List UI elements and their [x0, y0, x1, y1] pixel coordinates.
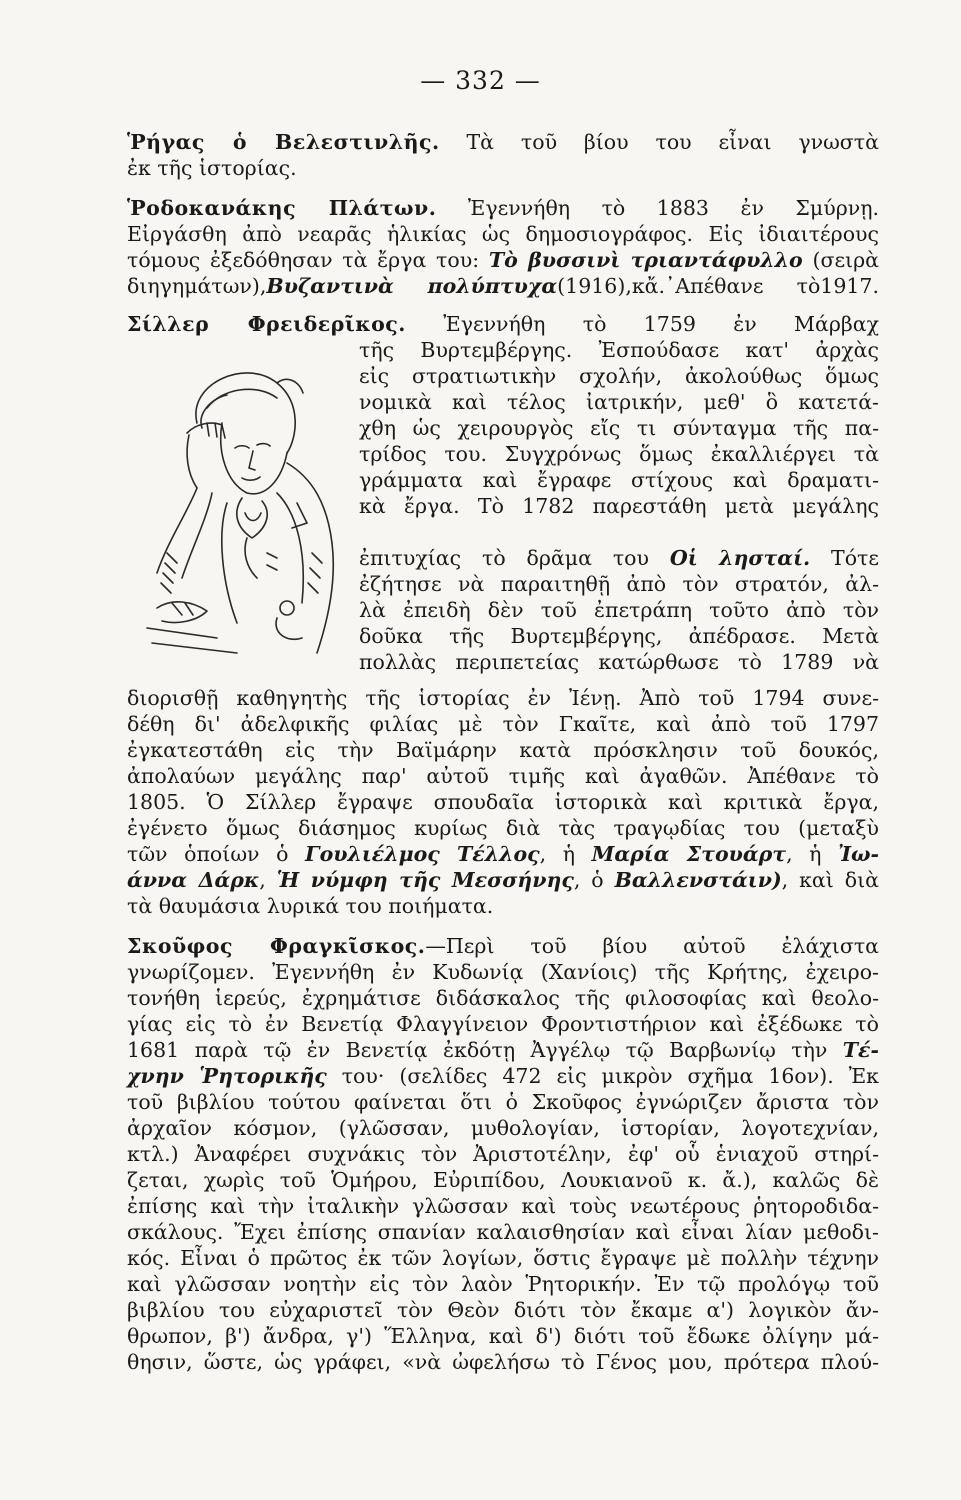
- text-line: γνωρίζομεν. Ἐγεννήθη ἐν Κυδωνίᾳ (Χανίοις) τῆς Κρήτης, ἐχειρο-: [127, 960, 879, 984]
- text-line: κτλ.) Ἀναφέρει συχνάκις τὸν Ἀριστοτέλην, ἐφ' οὗ ἑνιαχοῦ στηρί-: [127, 1142, 879, 1166]
- work-title: Βυζαντινὰ πολύπτυχα: [266, 274, 558, 298]
- text-line: Σκοῦφος Φραγκῖσκος.—Περὶ τοῦ βίου αὐτοῦ ἐλάχιστα: [127, 934, 880, 958]
- text-line: κὰ ἔργα. Τὸ 1782 παρεστάθη μετὰ μεγάλης: [359, 494, 879, 518]
- text-line: τοῦ βιβλίου τούτου φαίνεται ὅτι ὁ Σκοῦφος ἐγνώριζεν ἄριστα τὸν: [127, 1090, 879, 1114]
- text-line: διηγημάτων),Βυζαντινὰ πολύπτυχα(1916),κἄ.᾿Απέθανε τὸ1917.: [127, 274, 879, 298]
- text-line: νομικὰ καὶ τέλος ἰατρικήν, μεθ' ὃ κατετά-: [359, 390, 879, 414]
- text-line: ζεται, χωρὶς τοῦ Ὁμήρου, Εὐριπίδου, Λουκιανοῦ κ. ἄ.), καλῶς δὲ: [127, 1168, 879, 1192]
- text-line: θησιν, ὥστε, ὡς γράφει, «νὰ ὠφελήσω τὸ Γένος μου, πρότερα πλού-: [127, 1350, 879, 1374]
- text-line: ἐπίσης καὶ τὴν ἰταλικὴν γλῶσσαν καὶ τοὺς νεωτέρους ῥητοροδιδα-: [127, 1194, 879, 1218]
- text-line: γράμματα καὶ ἔγραφε στίχους καὶ δραματι-: [359, 468, 879, 492]
- text-line: ἐζήτησε νὰ παραιτηθῇ ἀπὸ τὸν στρατόν, ἀλ-: [359, 572, 879, 596]
- work-title: Τέ-: [842, 1038, 879, 1062]
- schiller-portrait-illustration: [127, 353, 352, 673]
- page-number: — 332 —: [420, 66, 541, 95]
- work-title: χνην Ῥητορικῆς: [127, 1064, 327, 1088]
- entry-name: Σκοῦφος Φραγκῖσκος.: [127, 934, 426, 958]
- text-line: 1805. Ὁ Σίλλερ ἔγραψε σπουδαῖα ἱστορικὰ καὶ κριτικὰ ἔργα,: [127, 790, 879, 814]
- text-line: θρωπον, β') ἄνδρα, γ') Ἕλληνα, καὶ δ') διότι τοῦ ἔδωκε ὀλίγην μά-: [127, 1324, 879, 1348]
- text-line: Εἰργάσθη ἀπὸ νεαρᾶς ἡλικίας ὡς δημοσιογράφος. Εἰς ἰδιαιτέρους: [127, 222, 879, 246]
- text-line: δέθη δι' ἀδελφικῆς φιλίας μὲ τὸν Γκαῖτε, καὶ ἀπὸ τοῦ 1797: [127, 712, 879, 736]
- entry-name: Σίλλερ Φρειδερῖκος.: [127, 312, 406, 336]
- text-line: ἐγένετο ὅμως διάσημος κυρίως διὰ τὰς τραγῳδίας του (μεταξὺ: [127, 816, 879, 840]
- work-title: Τὸ βυσσινὶ τριαντάφυλλο: [488, 248, 803, 272]
- text-line: χθη ὡς χειρουργὸς εἴς τι σύνταγμα τῆς πα-: [359, 416, 879, 440]
- text-line: άννα Δάρκ, Ἡ νύμφη τῆς Μεσσήνης, ὁ Βαλλενστάιν), καὶ διὰ: [127, 868, 879, 892]
- text-line: τῆς Βυρτεμβέργης. Ἐσπούδασε κατ' ἀρχὰς: [359, 338, 879, 362]
- text-line: τὰ θαυμάσια λυρικά του ποιήματα.: [127, 894, 494, 918]
- text-line: ἀπολαύων μεγάλης παρ' αὐτοῦ τιμῆς καὶ ἀγαθῶν. Ἀπέθανε τὸ: [127, 764, 879, 788]
- work-title: Οἱ λησταί.: [669, 546, 811, 570]
- text-line: χνην Ῥητορικῆς του· (σελίδες 472 εἰς μικρὸν σχῆμα 16ον). Ἐκ: [127, 1064, 879, 1088]
- text-line: τόμους ἐξεδόθησαν τὰ ἔργα του: Τὸ βυσσινὶ τριαντάφυλλο (σειρὰ: [127, 248, 879, 272]
- text-line: ἐγκατεστάθη εἰς τὴν Βαϊμάρην κατὰ πρόσκλησιν τοῦ δουκός,: [127, 738, 879, 762]
- text-line: 1681 παρὰ τῷ ἐν Βενετίᾳ ἐκδότῃ Ἀγγέλῳ τῷ Βαρβωνίῳ τὴν Τέ-: [127, 1038, 879, 1062]
- text-line: διορισθῇ καθηγητὴς τῆς ἱστορίας ἐν Ἰένῃ. Ἀπὸ τοῦ 1794 συνε-: [127, 686, 879, 710]
- text-line: ἐκ τῆς ἱστορίας.: [127, 156, 297, 180]
- text-line: λὰ ἐπειδὴ δὲν τοῦ ἐπετράπη τοῦτο ἀπὸ τὸν: [359, 598, 879, 622]
- entry-name: Ῥοδοκανάκης Πλάτων.: [127, 196, 437, 220]
- text-line: πολλὰς περιπετείας κατώρθωσε τὸ 1789 νὰ: [359, 650, 879, 674]
- text-line: σκάλους. Ἔχει ἐπίσης σπανίαν καλαισθησίαν καὶ εἶναι λίαν μεθοδι-: [127, 1220, 879, 1244]
- text-line: δοῦκα τῆς Βυρτεμβέργης, ἀπέδρασε. Μετὰ: [359, 624, 879, 648]
- text-line: καὶ γλῶσσαν νοητὴν εἰς τὸν λαὸν Ῥητορικήν. Ἐν τῷ προλόγῳ τοῦ: [127, 1272, 879, 1296]
- text-line: εἰς στρατιωτικὴν σχολήν, ἀκολούθως ὅμως: [359, 364, 879, 388]
- text-line: Ῥήγας ὁ Βελεστινλῆς. Τὰ τοῦ βίου του εἶναι γνωστὰ: [127, 130, 879, 154]
- text-line: κός. Εἶναι ὁ πρῶτος ἐκ τῶν λογίων, ὅστις ἔγραψε μὲ πολλὴν τέχνην: [127, 1246, 879, 1270]
- text-line: τῶν ὁποίων ὁ Γουλιέλμος Τέλλος, ἡ Μαρία Στουάρτ, ἡ Ἰω-: [127, 842, 879, 866]
- text-line: τονήθη ἱερεύς, ἐχρημάτισε διδάσκαλος τῆς φιλοσοφίας καὶ θεολο-: [127, 986, 879, 1010]
- text-line: βιβλίου του εὐχαριστεῖ τὸν Θεὸν διότι τὸν ἔκαμε α') λογικὸν ἄν-: [127, 1298, 879, 1322]
- entry-name: Ῥήγας ὁ Βελεστινλῆς.: [127, 130, 440, 154]
- text-line: Ῥοδοκανάκης Πλάτων. Ἐγεννήθη τὸ 1883 ἐν Σμύρνῃ.: [127, 196, 880, 220]
- text-line: Σίλλερ Φρειδερῖκος. Ἐγεννήθη τὸ 1759 ἐν Μάρβαχ: [127, 312, 879, 336]
- text-line: γίας εἰς τὸ ἐν Βενετίᾳ Φλαγγίνειον Φροντιστήριον καὶ ἐξέδωκε τὸ: [127, 1012, 879, 1036]
- text-line: ἐπιτυχίας τὸ δρᾶμα του Οἱ λησταί. Τότε: [359, 546, 879, 570]
- text-line: ἀρχαῖον κόσμον, (γλῶσσαν, μυθολογίαν, ἱστορίαν, λογοτεχνίαν,: [127, 1116, 879, 1140]
- text-line: τρίδος του. Συγχρόνως ὅμως ἐκαλλιέργει τὰ: [359, 442, 879, 466]
